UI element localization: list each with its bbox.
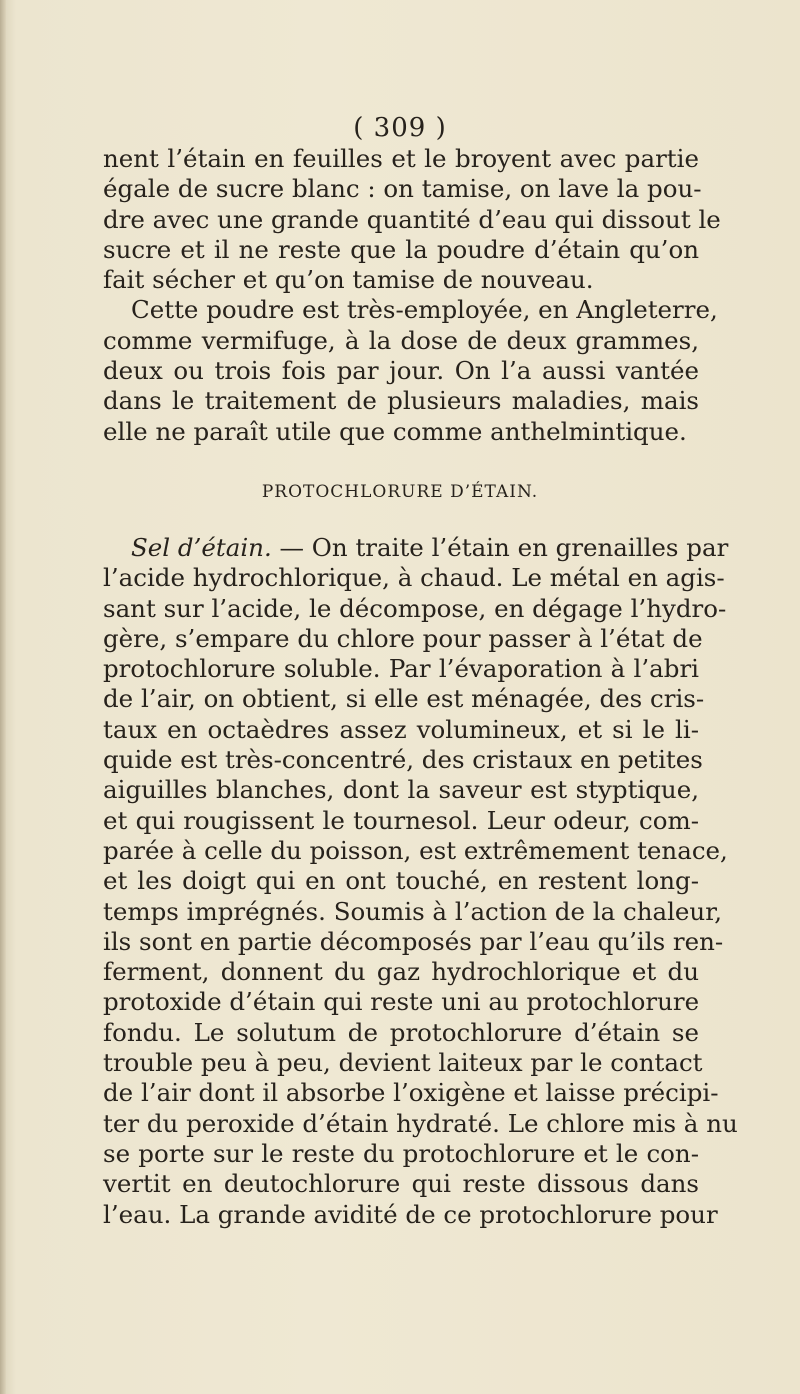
text-line: dans le traitement de plusieurs maladies, mais [103,386,699,416]
italic-term: Sel d’étain. [131,533,272,562]
page-edge [0,0,6,1394]
text-line: de l’air dont il absorbe l’oxigène et laisse précipi- [103,1078,719,1108]
text-line: temps imprégnés. Soumis à l’action de la chaleur, [103,896,723,926]
first-line-rest: — On traite l’étain en grenailles par [271,533,729,562]
text-line-first [103,533,729,563]
text-line: et les doigt qui en ont touché, en restent long- [103,866,699,896]
text-line: fait sécher et qu’on tamise de nouveau. [103,265,594,295]
paragraph-2 [103,295,718,446]
text-line: taux en octaèdres assez volumineux, et si le li- [103,714,699,744]
text-line: elle ne paraît utile que comme anthelmintique. [103,416,687,446]
section-heading: PROTOCHLORURE D’ÉTAIN. [261,482,539,502]
paragraph-1 [103,144,721,295]
text-line: l’eau. La grande avidité de ce protochlorure pour [103,1199,718,1229]
text-line: quide est très-concentré, des cristaux en petites [103,745,703,775]
text-line: de l’air, on obtient, si elle est ménagée, des cris- [103,684,705,714]
text-line: protochlorure soluble. Par l’évaporation à l’abri [103,654,699,684]
text-line: parée à celle du poisson, est extrêmement tenace, [103,835,728,865]
text-line: l’acide hydrochlorique, à chaud. Le métal en agis- [103,563,725,593]
text-line: ferment, donnent du gaz hydrochlorique et du [103,957,699,987]
text-line: égale de sucre blanc : on tamise, on lave la pou- [103,174,702,204]
text-line: fondu. Le solutum de protochlorure d’étain se [103,1017,699,1047]
text-line: aiguilles blanches, dont la saveur est styptique, [103,775,699,805]
text-line: sant sur l’acide, le décompose, en dégage l’hydro- [103,593,727,623]
text-line: ter du peroxide d’étain hydraté. Le chlore mis à nu [103,1108,738,1138]
text-line: ils sont en partie décomposés par l’eau qu’ils ren- [103,926,724,956]
text-block-top [103,144,721,447]
text-line: sucre et il ne reste que la poudre d’étain qu’on [103,234,699,264]
text-line: comme vermifuge, à la dose de deux grammes, [103,325,699,355]
text-line: Cette poudre est très-employée, en Angleterre, [131,295,718,325]
text-line: nent l’étain en feuilles et le broyent avec partie [103,144,699,173]
text-line: dre avec une grande quantité d’eau qui dissout le [103,204,721,234]
text-line: protoxide d’étain qui reste uni au protochlorure [103,987,700,1017]
page-number: ( 309 ) [353,113,447,143]
text-line: et qui rougissent le tournesol. Leur odeur, com- [103,805,699,835]
text-line: trouble peu à peu, devient laiteux par le contact [103,1048,703,1078]
text-line: deux ou trois fois par jour. On l’a aussi vantée [103,356,699,386]
text-line: se porte sur le reste du protochlorure et le con- [103,1138,699,1168]
paragraph-3 [103,533,738,1230]
text-line: gère, s’empare du chlore pour passer à l’état de [103,623,703,653]
text-line: vertit en deutochlorure qui reste dissous dans [103,1169,699,1199]
